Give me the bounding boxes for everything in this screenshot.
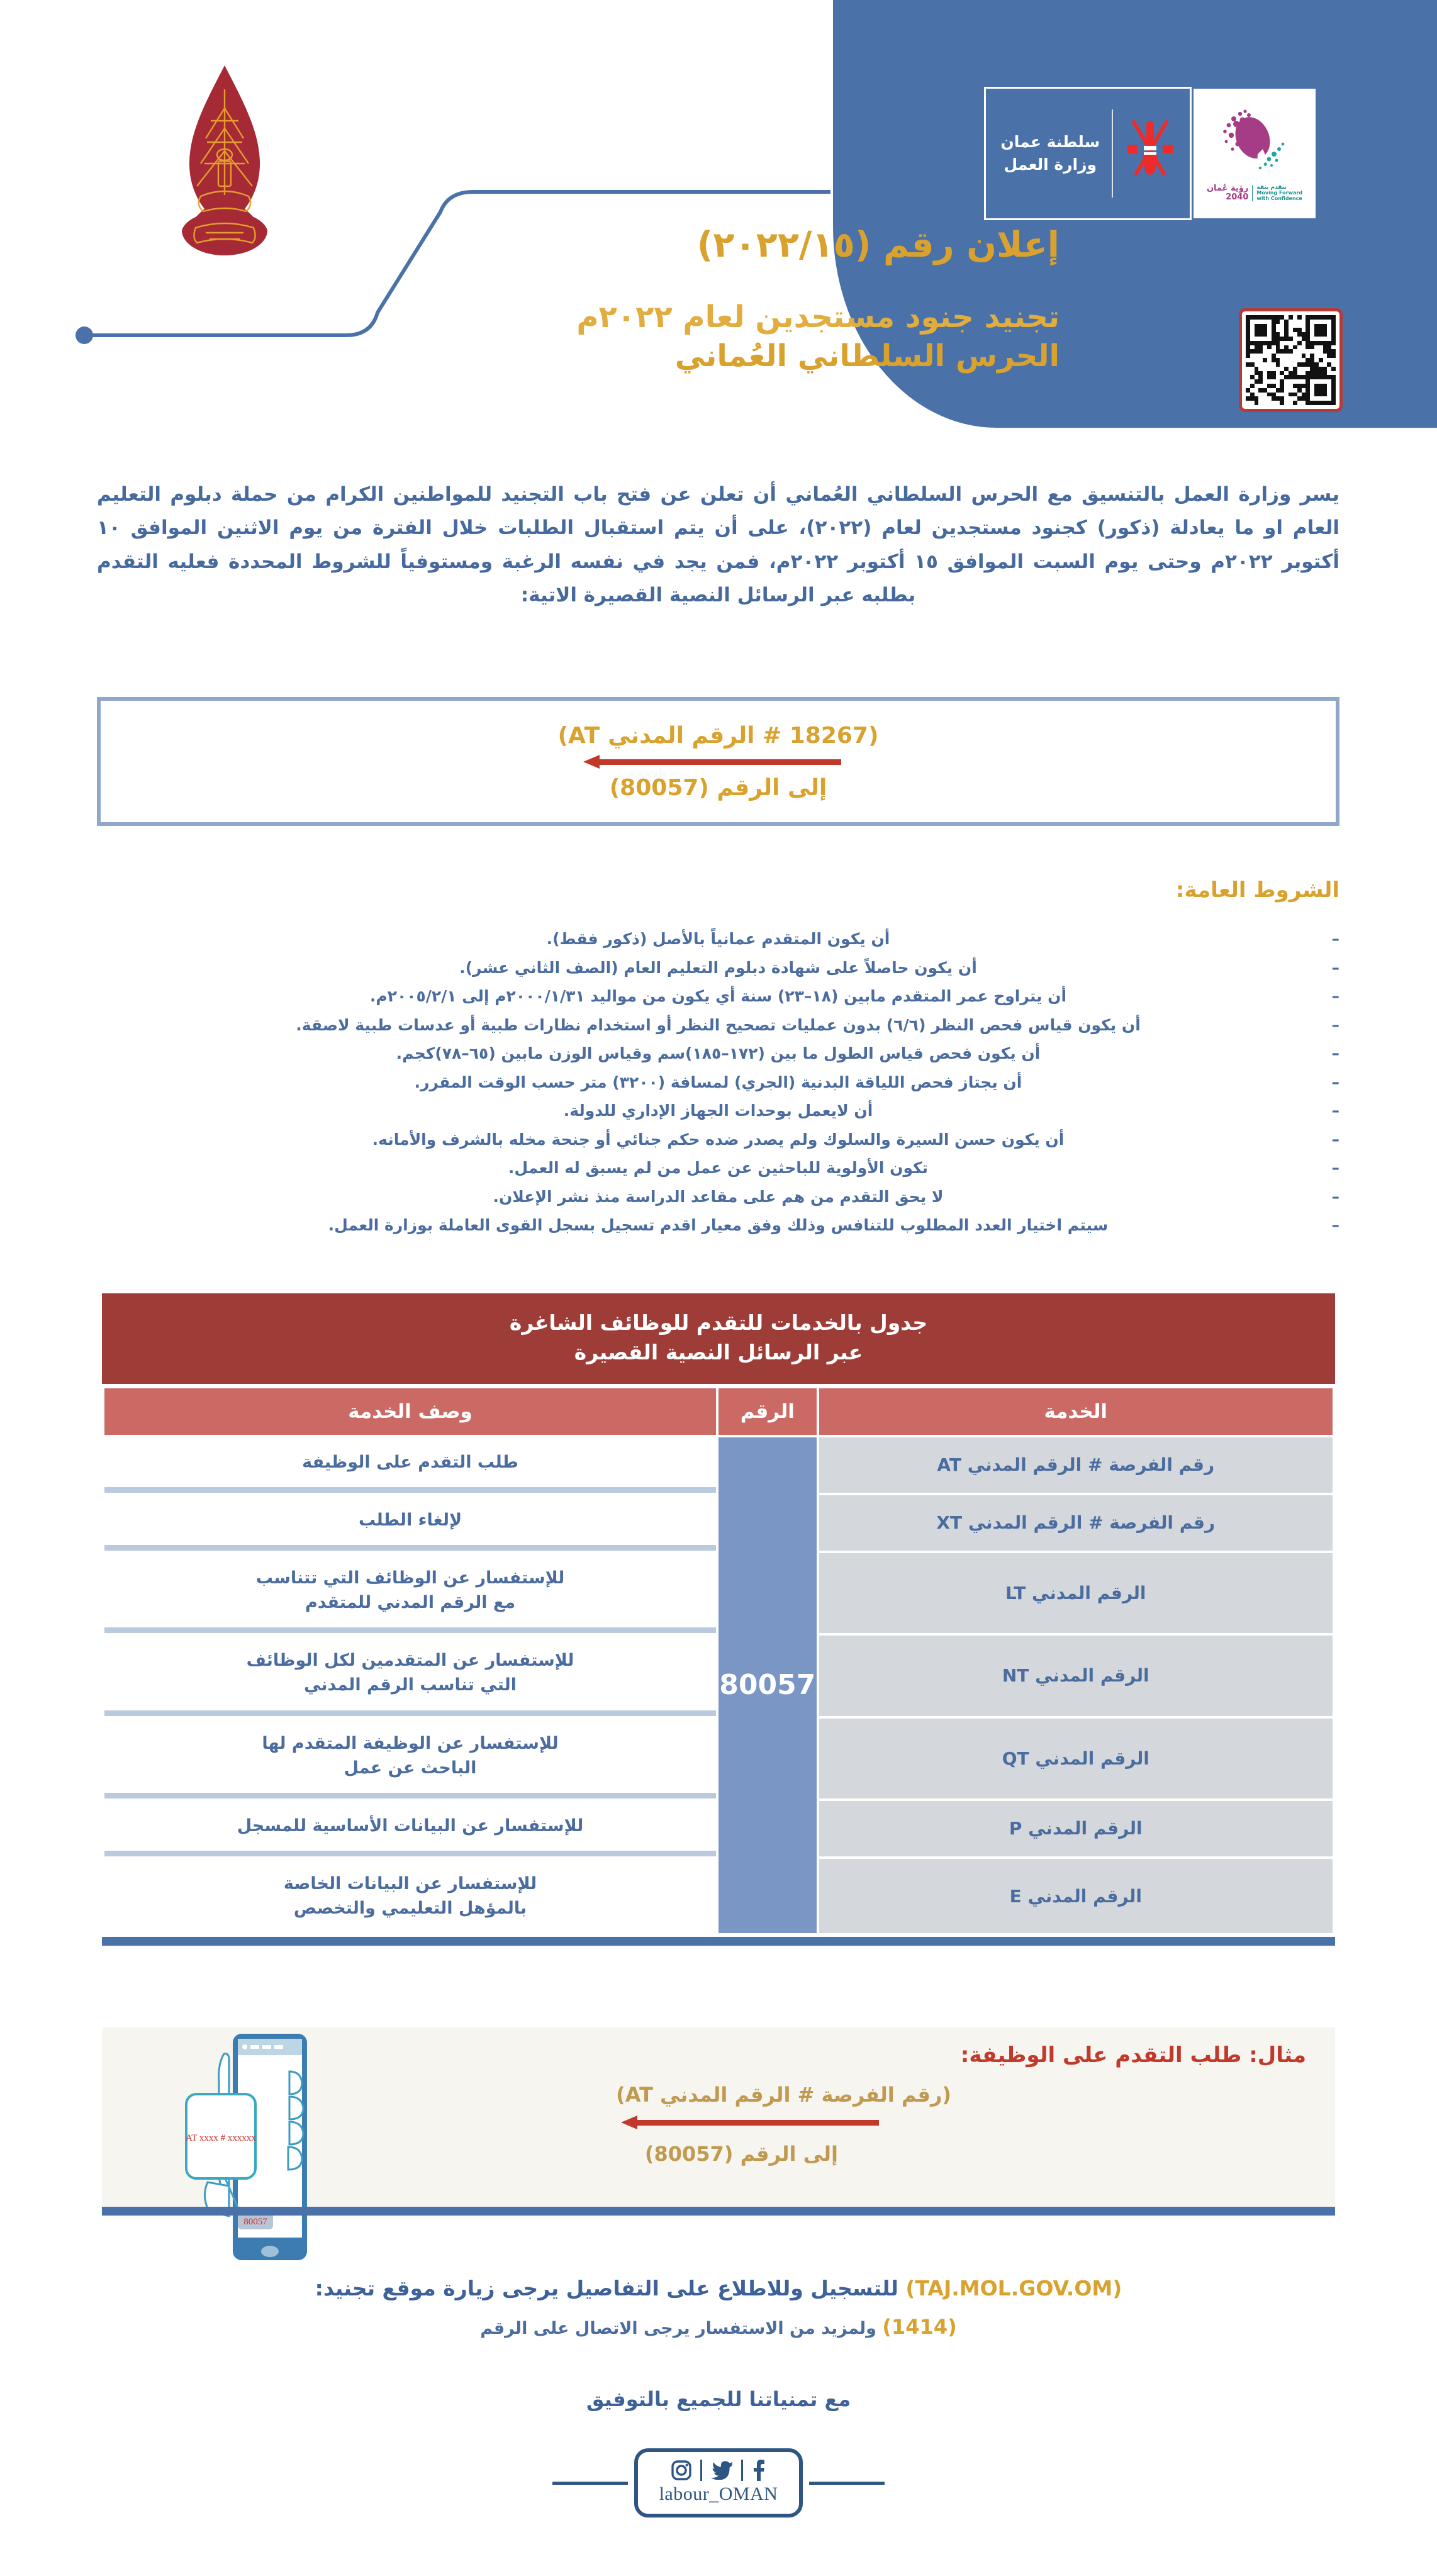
table-bottom-bar: [102, 1937, 1335, 1946]
page-header: [0, 0, 1437, 466]
vision-year: 2040: [1226, 192, 1249, 202]
announcement-number: إعلان رقم (٢٠٢٢/١٥): [696, 225, 1060, 265]
vision-tagline-en-2: with Confidence: [1256, 195, 1302, 201]
service-description-cell: للإستفسار عن البيانات الخاصة بالمؤهل التعليمي والتخصص: [104, 1859, 716, 1933]
phone-illustration: [159, 2027, 347, 2267]
service-description-cell: للإستفسار عن الوظيفة المتقدم لها الباحث عن عمل: [104, 1719, 716, 1798]
example-destination-line: إلى الرقم (80057): [644, 2142, 838, 2166]
oman-vision-2040-logo: [1192, 87, 1317, 220]
social-left-rule: [809, 2482, 885, 2485]
table-title-line-1: جدول بالخدمات للتقدم للوظائف الشاغرة: [509, 1310, 928, 1335]
conditions-list: [97, 925, 1339, 1240]
logo-strip: [984, 87, 1317, 220]
shortcode-cell: 80057: [718, 1437, 817, 1934]
sms-arrow-icon: [583, 755, 854, 769]
sms-destination-line: إلى الرقم (80057): [609, 774, 827, 801]
conditions-title: الشروط العامة:: [1175, 878, 1339, 903]
vision-name-ar: رؤية عُمان: [1206, 184, 1249, 194]
vision-feather-icon: [1207, 105, 1302, 181]
example-arrow-icon: [621, 2116, 892, 2129]
service-description-cell: للإستفسار عن المتقدمين لكل الوظائف التي تناسب الرقم المدني: [104, 1636, 716, 1715]
services-table-title: [102, 1293, 1335, 1384]
service-code-cell: رقم الفرصة # الرقم المدني XT: [819, 1495, 1333, 1551]
registration-line: [0, 2276, 1437, 2300]
services-table-section: [102, 1293, 1335, 1946]
service-description-cell: للإستفسار عن الوظائف التي تتناسب مع الرقم المدني للمتقدم: [104, 1553, 716, 1633]
service-code-cell: الرقم المدني E: [819, 1859, 1333, 1933]
condition-item: – أن يكون قياس فحص النظر (٦/٦) بدون عمليات تصحيح النظر أو استخدام نظارات طبية أو عدسات طبية لاصقة.: [97, 1011, 1339, 1040]
example-section: [102, 2027, 1335, 2227]
enquiry-text: ولمزيد من الاستفسار يرجى الاتصال على الرقم: [480, 2319, 876, 2338]
announcement-subtitle-2: الحرس السلطاني العُماني: [674, 338, 1060, 374]
phone-shortcode-text: 80057: [243, 2217, 267, 2227]
wishes-line: مع تمنياتنا للجميع بالتوفيق: [586, 2387, 851, 2411]
social-divider-2: [700, 2460, 702, 2481]
khanjar-emblem-icon: [1125, 116, 1175, 191]
service-code-cell: الرقم المدني LT: [819, 1553, 1333, 1633]
example-format-line: (رقم الفرصة # الرقم المدني AT): [616, 2083, 951, 2107]
service-description-cell: للإستفسار عن البيانات الأساسية للمسجل: [104, 1801, 716, 1856]
column-header-service: الخدمة: [819, 1388, 1333, 1435]
ministry-line-1: سلطنة عمان: [1000, 132, 1100, 151]
condition-item: – أن يجتاز فحص اللياقة البدنية (الجري) لمسافة (٣٢٠٠) متر حسب الوقت المقرر.: [97, 1068, 1339, 1097]
registration-text: للتسجيل وللاطلاع على التفاصيل يرجى زيارة موقع تجنيد:: [315, 2276, 898, 2300]
column-header-description: وصف الخدمة: [104, 1388, 716, 1435]
phone-sms-text: AT xxxx # xxxxxx: [186, 2133, 256, 2143]
condition-item: – أن لايعمل بوحدات الجهاز الإداري للدولة.: [97, 1096, 1339, 1125]
service-description-cell: طلب التقدم على الوظيفة: [104, 1437, 716, 1493]
sms-format-line: (18267 # الرقم المدني AT): [557, 722, 879, 749]
service-code-cell: الرقم المدني P: [819, 1801, 1333, 1856]
title-block: [576, 223, 1060, 376]
social-footer: [0, 2448, 1437, 2517]
qr-code[interactable]: [1239, 308, 1343, 412]
qr-code-matrix: [1246, 315, 1336, 405]
sms-instruction-box: [97, 697, 1339, 826]
ministry-divider: [1112, 109, 1113, 198]
condition-item: – أن يتراوح عمر المتقدم مابين (١٨–٢٣) سنة أي يكون من مواليد ٢٠٠٠/١/٣١م إلى ٢٠٠٥/٢/١م.: [97, 982, 1339, 1011]
facebook-icon[interactable]: [752, 2460, 766, 2481]
service-code-cell: الرقم المدني QT: [819, 1719, 1333, 1798]
service-description-cell: لإلغاء الطلب: [104, 1495, 716, 1551]
social-right-rule: [552, 2482, 628, 2485]
condition-item: – أن يكون حاصلاً على شهادة دبلوم التعليم العام (الصف الثاني عشر).: [97, 954, 1339, 983]
ministry-line-2: وزارة العمل: [1004, 155, 1097, 174]
table-header-row: [104, 1388, 1333, 1435]
condition-item: – أن يكون المتقدم عمانياً بالأصل (ذكور فقط).: [97, 925, 1339, 954]
registration-url[interactable]: (TAJ.MOL.GOV.OM): [905, 2276, 1122, 2300]
condition-item: – أن يكون حسن السيرة والسلوك ولم يصدر ضده حكم جنائي أو جنحة مخله بالشرف والأمانه.: [97, 1125, 1339, 1154]
national-emblem-icon: [135, 63, 315, 258]
table-row: [104, 1437, 1333, 1493]
condition-item: – تكون الأولوية للباحثين عن عمل من لم يسبق له العمل.: [97, 1154, 1339, 1183]
twitter-icon[interactable]: [711, 2461, 732, 2480]
enquiry-number: (1414): [882, 2315, 957, 2339]
service-code-cell: الرقم المدني NT: [819, 1636, 1333, 1715]
condition-item: – أن يكون فحص قياس الطول ما بين (١٧٢–١٨٥)سم وقياس الوزن مابين (٦٥–٧٨)كجم.: [97, 1039, 1339, 1068]
ministry-logo: [984, 87, 1192, 220]
social-handle[interactable]: labour_OMAN: [659, 2484, 778, 2504]
services-table: [102, 1386, 1335, 1936]
condition-item: – لا يحق التقدم من هم على مقاعد الدراسة منذ نشر الإعلان.: [97, 1183, 1339, 1212]
announcement-subtitle-1: تجنيد جنود مستجدين لعام ٢٠٢٢م: [576, 299, 1060, 335]
enquiry-line: [0, 2315, 1437, 2339]
intro-paragraph: يسر وزارة العمل بالتنسيق مع الحرس السلطاني العُماني أن تعلن عن فتح باب التجنيد للمواطنين الكرام من حملة دبلوم التعليم العام او ما يعادلة (ذكور) كجنود مستجدين لعام (٢٠٢٢)، على أن يتم استقبال الطلبات خلال الفترة من يوم الاثنين الموافق ١٠ أكتوبر ٢٠٢٢م وحتى يوم السبت الموافق ١٥ أكتوبر ٢٠٢٢م، فمن يجد في نفسه الرغبة ومستوفياً للشروط المحددة فعليه التقدم بطلبه عبر الرسائل النصية القصيرة الاتية:: [97, 483, 1339, 606]
social-divider-1: [741, 2460, 743, 2481]
example-title: مثال: طلب التقدم على الوظيفة:: [960, 2043, 1306, 2068]
vision-tagline-ar: نتقدم بثقة: [1256, 184, 1287, 191]
column-header-number: الرقم: [718, 1388, 817, 1435]
service-code-cell: رقم الفرصة # الرقم المدني AT: [819, 1437, 1333, 1493]
example-bottom-rule: [102, 2207, 1335, 2216]
condition-item: – سيتم اختيار العدد المطلوب للتنافس وذلك وفق معيار اقدم تسجيل بسجل القوى العاملة بوزارة العمل.: [97, 1211, 1339, 1240]
vision-tagline-en-1: Moving Forward: [1256, 190, 1303, 196]
social-pill: [634, 2448, 803, 2517]
instagram-icon[interactable]: [671, 2460, 691, 2480]
table-title-line-2: عبر الرسائل النصية القصيرة: [574, 1339, 863, 1364]
